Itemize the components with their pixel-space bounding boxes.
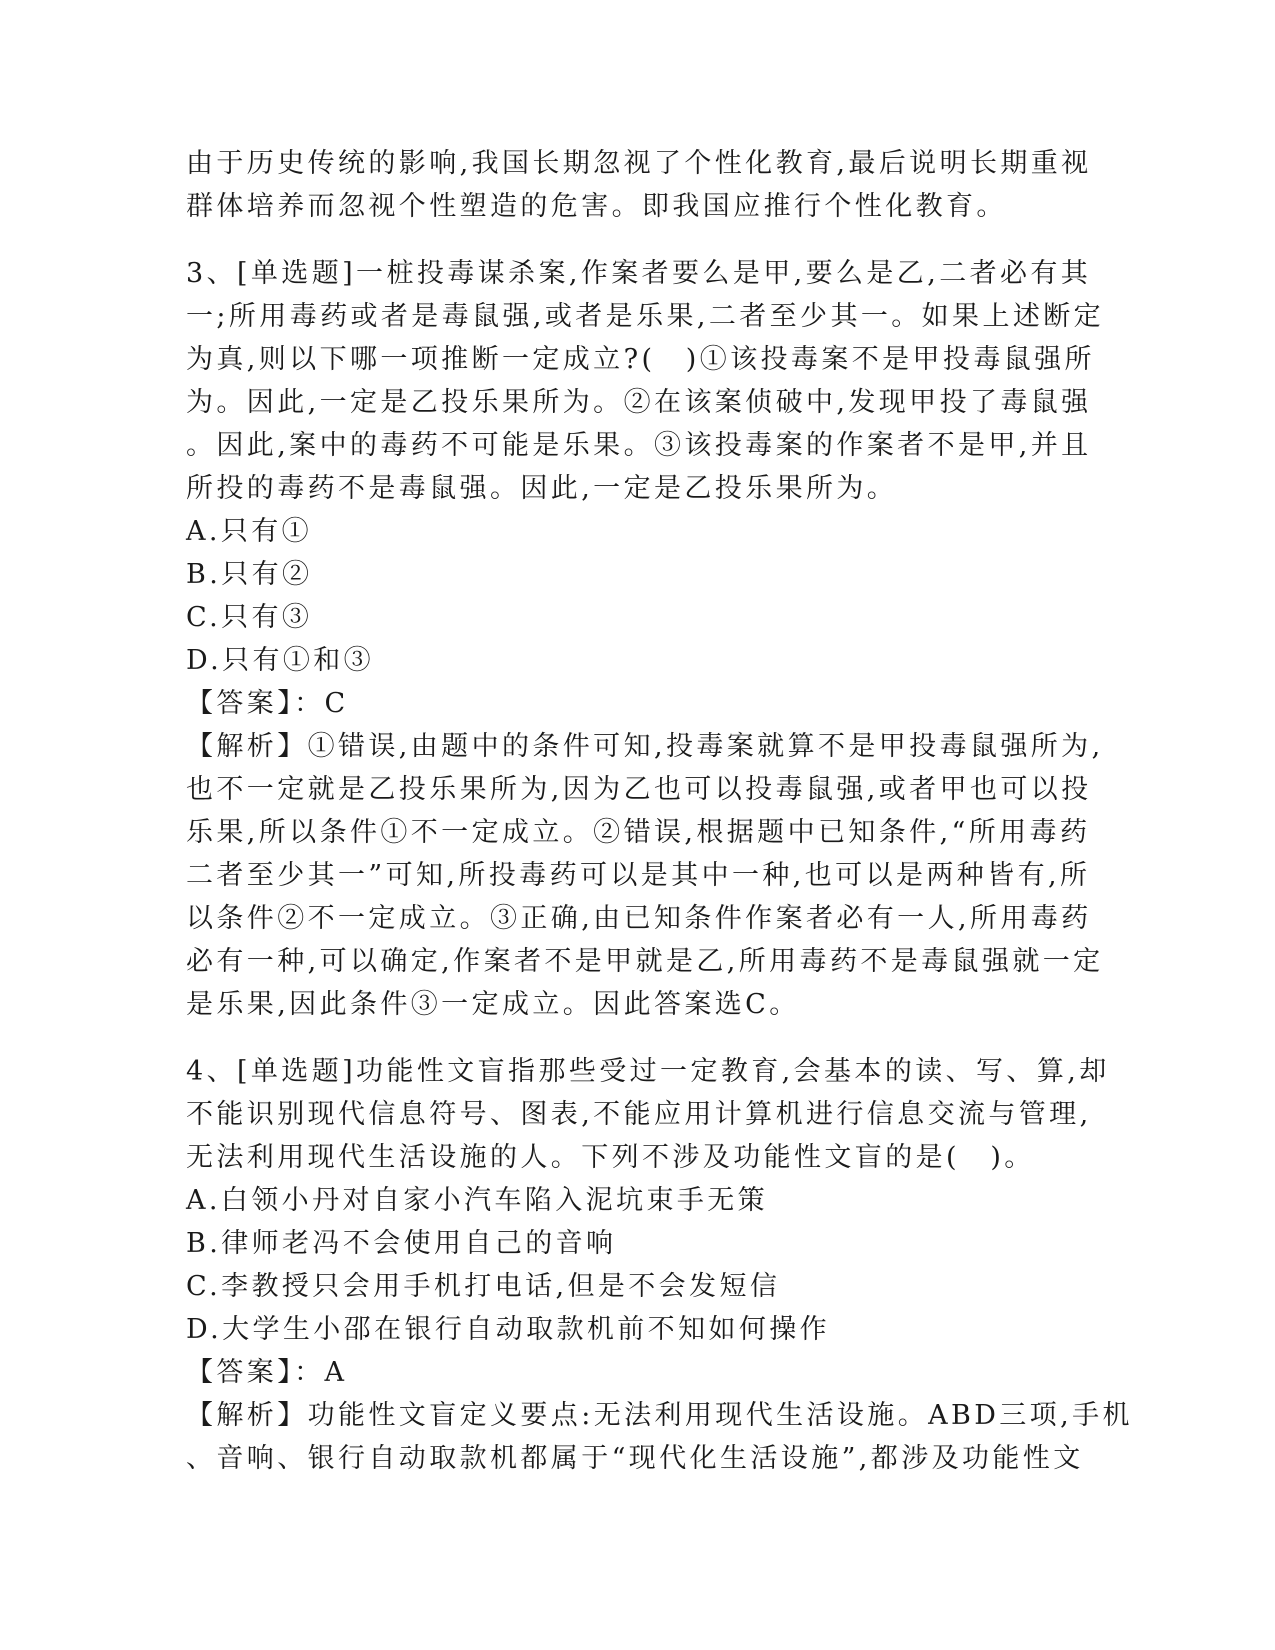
option-a: A.只有① (186, 516, 313, 547)
text-line: 一;所用毒药或者是毒鼠强,或者是乐果,二者至少其一。如果上述断定 (186, 301, 1105, 332)
text-line: 、音响、银行自动取款机都属于“现代化生活设施”,都涉及功能性文 (186, 1443, 1084, 1474)
text-line: 无法利用现代生活设施的人。下列不涉及功能性文盲的是( )。 (186, 1142, 1035, 1173)
intro-paragraph (186, 142, 1092, 228)
question-4 (186, 1050, 1133, 1480)
question-stem (186, 1050, 1110, 1179)
text-line: 必有一种,可以确定,作案者不是甲就是乙,所用毒药不是毒鼠强就一定 (186, 946, 1104, 977)
option-b: B.只有② (186, 559, 313, 590)
text-line: 为真,则以下哪一项推断一定成立?( )①该投毒案不是甲投毒鼠强所 (186, 344, 1095, 375)
document-page (186, 142, 1133, 1480)
option-list (186, 1179, 1086, 1351)
text-line: 乐果,所以条件①不一定成立。②错误,根据题中已知条件,“所用毒药 (186, 817, 1091, 848)
answer-line: 【答案】：A (186, 1357, 348, 1388)
text-line: 4、[单选题]功能性文盲指那些受过一定教育,会基本的读、写、算,却 (186, 1056, 1110, 1087)
option-d: D.只有①和③ (186, 645, 375, 676)
text-line: 二者至少其一”可知,所投毒药可以是其中一种,也可以是两种皆有,所 (186, 860, 1091, 891)
text-line: 【解析】功能性文盲定义要点:无法利用现代生活设施。ABD三项,手机 (186, 1400, 1133, 1431)
question-stem (186, 252, 1105, 510)
text-line: 3、[单选题]一桩投毒谋杀案,作案者要么是甲,要么是乙,二者必有其 (186, 258, 1092, 289)
option-c: C.只有③ (186, 602, 313, 633)
analysis (186, 1394, 1133, 1480)
text-line: 所投的毒药不是毒鼠强。因此,一定是乙投乐果所为。 (186, 473, 898, 504)
text-line: 是乐果,因此条件③一定成立。因此答案选C。 (186, 989, 800, 1020)
text-line: 不能识别现代信息符号、图表,不能应用计算机进行信息交流与管理, (186, 1099, 1092, 1130)
option-b: B.律师老冯不会使用自己的音响 (186, 1228, 617, 1259)
analysis (186, 725, 1104, 1026)
text-line: 【解析】①错误,由题中的条件可知,投毒案就算不是甲投毒鼠强所为, (186, 731, 1104, 762)
option-c: C.李教授只会用手机打电话,但是不会发短信 (186, 1271, 781, 1302)
text-line: 由于历史传统的影响,我国长期忽视了个性化教育,最后说明长期重视 (186, 148, 1092, 179)
question-3 (186, 252, 1105, 1026)
option-list (186, 510, 1086, 682)
option-a: A.白领小丹对自家小汽车陷入泥坑束手无策 (186, 1185, 769, 1216)
text-line: 以条件②不一定成立。③正确,由已知条件作案者必有一人,所用毒药 (186, 903, 1092, 934)
text-line: 也不一定就是乙投乐果所为,因为乙也可以投毒鼠强,或者甲也可以投 (186, 774, 1092, 805)
text-line: 。因此,案中的毒药不可能是乐果。③该投毒案的作案者不是甲,并且 (186, 430, 1092, 461)
text-line: 为。因此,一定是乙投乐果所为。②在该案侦破中,发现甲投了毒鼠强 (186, 387, 1092, 418)
text-line: 群体培养而忽视个性塑造的危害。即我国应推行个性化教育。 (186, 191, 1007, 222)
answer-line: 【答案】：C (186, 688, 349, 719)
option-d: D.大学生小邵在银行自动取款机前不知如何操作 (186, 1314, 831, 1345)
